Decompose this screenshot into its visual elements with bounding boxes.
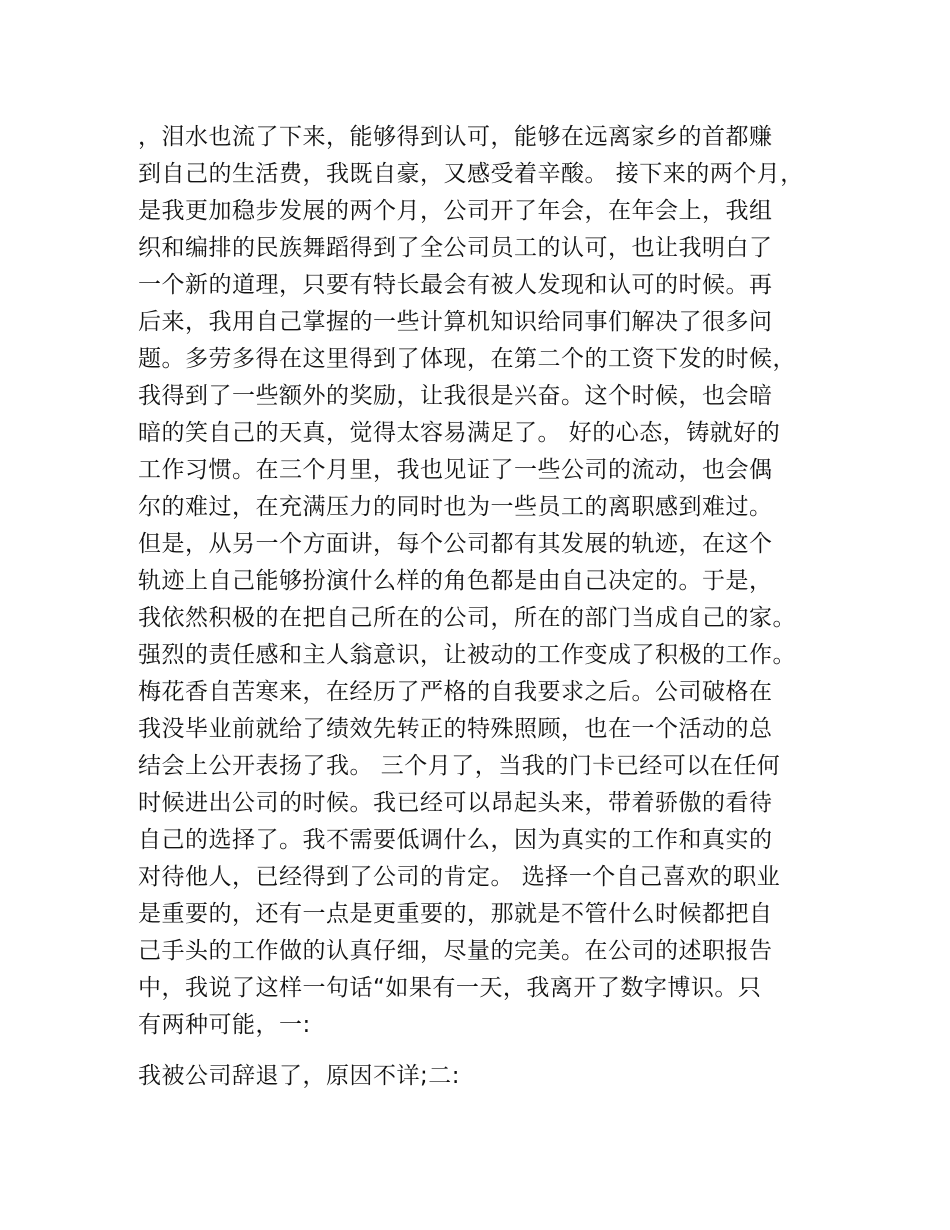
text-line: 时候进出公司的时候。我已经可以昂起头来，带着骄傲的看待 xyxy=(138,790,773,816)
text-line: 尔的难过，在充满压力的同时也为一些员工的离职感到难过。 xyxy=(138,494,773,520)
text-line: 暗的笑自己的天真，觉得太容易满足了。 好的心态，铸就好的 xyxy=(138,420,781,446)
text-line: 梅花香自苦寒来，在经历了严格的自我要求之后。公司破格在 xyxy=(138,679,773,705)
text-line: 轨迹上自己能够扮演什么样的角色都是由自己决定的。于是， xyxy=(138,568,773,594)
text-line: 强烈的责任感和主人翁意识，让被动的工作变成了积极的工作。 xyxy=(138,642,796,668)
text-line: 工作习惯。在三个月里，我也见证了一些公司的流动，也会偶 xyxy=(138,457,773,483)
text-line: 自己的选择了。我不需要低调什么，因为真实的工作和真实的 xyxy=(138,827,773,853)
text-line: 我没毕业前就给了绩效先转正的特殊照顾，也在一个活动的总 xyxy=(138,716,773,742)
text-line: 后来，我用自己掌握的一些计算机知识给同事们解决了很多问 xyxy=(138,309,773,335)
text-line: 对待他人，已经得到了公司的肯定。 选择一个自己喜欢的职业 xyxy=(138,864,781,890)
text-line: 结会上公开表扬了我。 三个月了，当我的门卡已经可以在任何 xyxy=(138,753,781,779)
text-line: 织和编排的民族舞蹈得到了全公司员工的认可，也让我明白了 xyxy=(138,235,773,261)
text-line: 我得到了一些额外的奖励，让我很是兴奋。这个时候，也会暗 xyxy=(138,383,773,409)
text-line: ，泪水也流了下来，能够得到认可，能够在远离家乡的首都赚 xyxy=(138,124,773,150)
text-line: 中，我说了这样一句话“如果有一天，我离开了数字博识。只 xyxy=(138,975,762,1001)
text-line: 题。多劳多得在这里得到了体现，在第二个的工资下发的时候， xyxy=(138,346,796,372)
text-line: 有两种可能，一: xyxy=(138,1012,311,1038)
text-line: 到自己的生活费，我既自豪，又感受着辛酸。 接下来的两个月， xyxy=(138,161,804,187)
text-line: 但是，从另一个方面讲，每个公司都有其发展的轨迹，在这个 xyxy=(138,531,773,557)
text-line: 是我更加稳步发展的两个月，公司开了年会，在年会上，我组 xyxy=(138,198,773,224)
text-line: 我依然积极的在把自己所在的公司，所在的部门当成自己的家。 xyxy=(138,605,796,631)
text-line: 一个新的道理，只要有特长最会有被人发现和认可的时候。再 xyxy=(138,272,773,298)
text-line: 是重要的，还有一点是更重要的，那就是不管什么时候都把自 xyxy=(138,901,773,927)
text-line: 我被公司辞退了，原因不详;二: xyxy=(138,1063,460,1089)
text-line: 己手头的工作做的认真仔细，尽量的完美。在公司的述职报告 xyxy=(138,938,773,964)
